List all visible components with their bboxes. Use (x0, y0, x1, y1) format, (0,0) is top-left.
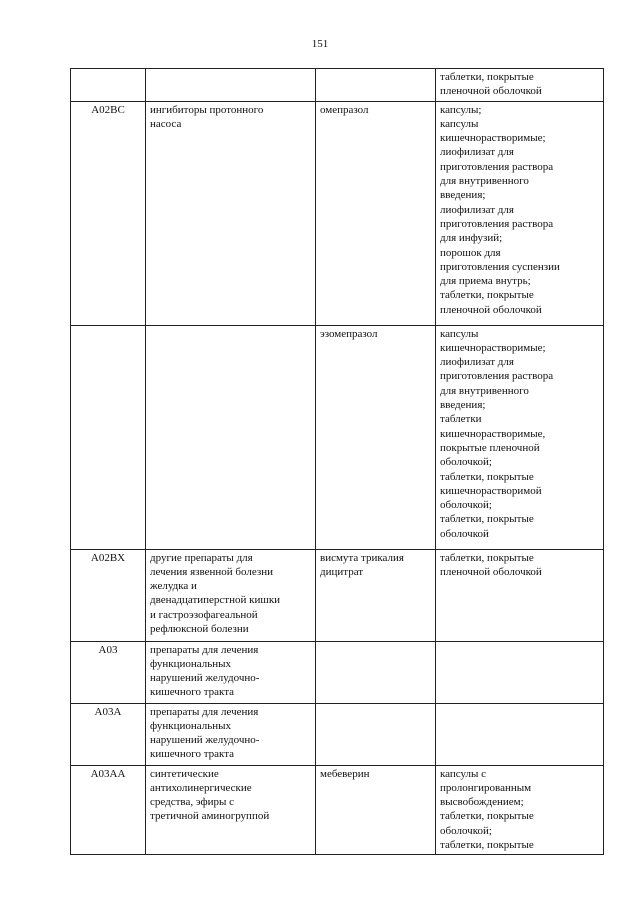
cell-text-line: таблетки, покрытые (440, 551, 534, 564)
dosage-forms-cell (436, 549, 604, 641)
substance-cell (316, 325, 436, 549)
table-row (71, 549, 604, 641)
cell-text-line: пленочной оболочкой (440, 85, 542, 98)
cell-text-line: другие препараты для (150, 551, 253, 564)
cell-text-line: двенадцатиперстной кишки (150, 594, 281, 607)
atc-code-cell: A03A (71, 703, 146, 765)
cell-text-line: капсулы (440, 327, 479, 340)
cell-text-line: омепразол (320, 103, 369, 116)
cell-text-line: оболочкой; (440, 499, 492, 512)
cell-text-line: таблетки, покрытые (440, 470, 534, 483)
cell-text-line: оболочкой (440, 527, 489, 540)
cell-text-line: и гастроэзофагеальной (150, 608, 258, 621)
cell-text-line: кишечнорастворимые; (440, 132, 546, 145)
cell-text-line: высвобождением; (440, 796, 524, 809)
cell-text-line: ингибиторы протонного (150, 103, 264, 116)
dosage-forms-cell (436, 703, 604, 765)
pharmacological-group-cell (146, 549, 316, 641)
cell-text-line: пролонгированным (440, 781, 532, 794)
cell-text-line: лиофилизат для (440, 146, 514, 159)
cell-text-line: приготовления раствора (440, 217, 554, 230)
cell-text-line: кишечнорастворимые; (440, 341, 546, 354)
pharmacological-group-cell (146, 765, 316, 855)
atc-code-cell: A02BC (71, 101, 146, 325)
cell-text-line: для приема внутрь; (440, 275, 531, 288)
atc-code-cell (71, 325, 146, 549)
table-row (71, 325, 604, 549)
cell-text-line: функциональных (150, 719, 232, 732)
pharmacological-group-cell (146, 69, 316, 102)
cell-text-line: порошок для (440, 246, 501, 259)
cell-text-line: антихолинергические (150, 781, 252, 794)
cell-text-line: оболочкой; (440, 824, 492, 837)
cell-text-line: лиофилизат для (440, 356, 514, 369)
cell-text-line: препараты для лечения (150, 705, 259, 718)
dosage-forms-cell (436, 101, 604, 325)
dosage-forms-cell (436, 641, 604, 703)
cell-text-line: кишечного тракта (150, 748, 235, 761)
cell-text-line: капсулы с (440, 767, 487, 780)
cell-text-line: капсулы (440, 117, 479, 130)
substance-cell (316, 69, 436, 102)
cell-text-line: капсулы; (440, 103, 482, 116)
cell-text-line: введения; (440, 189, 486, 202)
cell-text-line: для инфузий; (440, 232, 503, 245)
cell-text-line: кишечнорастворимые, (440, 427, 546, 440)
cell-text-line: приготовления раствора (440, 160, 554, 173)
drug-table (70, 68, 604, 855)
cell-text-line: синтетические (150, 767, 219, 780)
cell-text-line: для внутривенного (440, 175, 529, 188)
dosage-forms-cell (436, 325, 604, 549)
page-number: 151 (311, 38, 329, 50)
cell-text-line: таблетки, покрытые (440, 839, 534, 852)
table-row (71, 641, 604, 703)
atc-code-cell: A03AA (71, 765, 146, 855)
cell-text-line: приготовления раствора (440, 370, 554, 383)
drug-table-body (71, 69, 604, 855)
table-row (71, 69, 604, 102)
substance-cell (316, 549, 436, 641)
cell-text-line: лечения язвенной болезни (150, 565, 273, 578)
cell-text-line: пленочной оболочкой (440, 303, 542, 316)
substance-cell (316, 641, 436, 703)
cell-text-line: функциональных (150, 657, 232, 670)
cell-text-line: нарушений желудочно- (150, 734, 260, 747)
cell-text-line: эзомепразол (320, 327, 378, 340)
table-row (71, 765, 604, 855)
cell-text-line: лиофилизат для (440, 203, 514, 216)
pharmacological-group-cell (146, 101, 316, 325)
substance-cell (316, 765, 436, 855)
dosage-forms-cell (436, 69, 604, 102)
cell-text-line: таблетки, покрытые (440, 289, 534, 302)
cell-text-line: пленочной оболочкой (440, 565, 542, 578)
pharmacological-group-cell (146, 703, 316, 765)
pharmacological-group-cell (146, 325, 316, 549)
cell-text-line: нарушений желудочно- (150, 672, 260, 685)
substance-cell (316, 101, 436, 325)
cell-text-line: таблетки, покрытые (440, 71, 534, 83)
cell-text-line: приготовления суспензии (440, 260, 560, 273)
cell-text-line: для внутривенного (440, 384, 529, 397)
atc-code-cell (71, 69, 146, 102)
cell-text-line: мебеверин (320, 767, 370, 780)
table-row (71, 703, 604, 765)
dosage-forms-cell (436, 765, 604, 855)
cell-text-line: рефлюксной болезни (150, 623, 249, 636)
cell-text-line: третичной аминогруппой (150, 810, 270, 823)
cell-text-line: таблетки, покрытые (440, 513, 534, 526)
cell-text-line: средства, эфиры с (150, 796, 235, 809)
cell-text-line: покрытые пленочной (440, 441, 540, 454)
cell-text-line: кишечного тракта (150, 686, 235, 699)
pharmacological-group-cell (146, 641, 316, 703)
cell-text-line: висмута трикалия (320, 551, 404, 564)
atc-code-cell: A02BX (71, 549, 146, 641)
table-row (71, 101, 604, 325)
cell-text-line: оболочкой; (440, 456, 492, 469)
atc-code-cell: A03 (71, 641, 146, 703)
cell-text-line: таблетки, покрытые (440, 810, 534, 823)
cell-text-line: препараты для лечения (150, 643, 259, 656)
cell-text-line: введения; (440, 399, 486, 412)
cell-text-line: желудка и (150, 580, 197, 593)
cell-text-line: таблетки (440, 413, 482, 426)
cell-text-line: кишечнорастворимой (440, 484, 542, 497)
cell-text-line: дицитрат (320, 565, 364, 578)
cell-text-line: насоса (150, 117, 182, 130)
substance-cell (316, 703, 436, 765)
